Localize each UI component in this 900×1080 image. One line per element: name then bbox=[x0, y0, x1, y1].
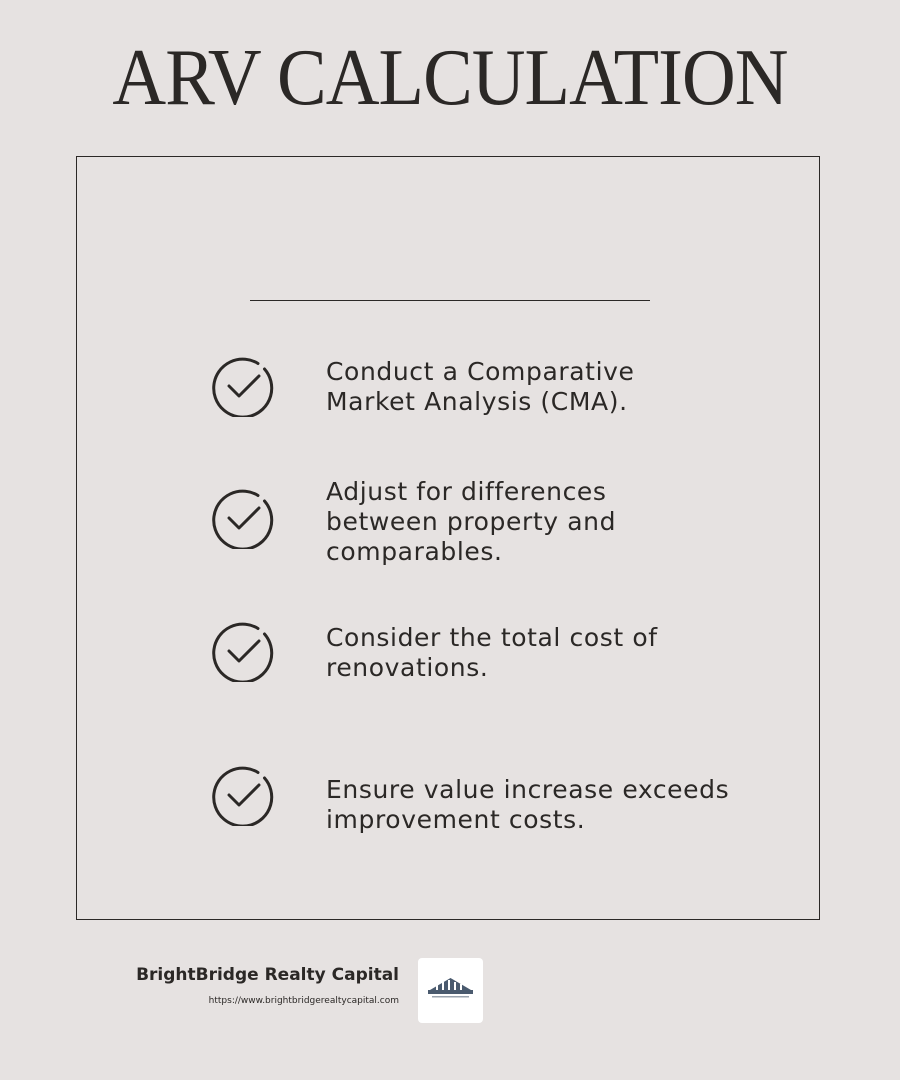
checklist-item-text: Consider the total cost of renovations. bbox=[326, 623, 658, 682]
check-circle-icon bbox=[212, 620, 274, 682]
checklist-item-text: Ensure value increase exceeds improvement costs. bbox=[326, 775, 730, 834]
company-name: BrightBridge Realty Capital bbox=[136, 965, 399, 985]
check-circle-icon bbox=[212, 487, 274, 549]
brightbridge-logo-icon bbox=[426, 976, 475, 1004]
check-circle-icon bbox=[212, 355, 274, 417]
page-title: ARV CALCULATION bbox=[112, 34, 788, 122]
check-circle-icon bbox=[212, 764, 274, 826]
company-url[interactable]: https://www.brightbridgerealtycapital.com bbox=[208, 996, 399, 1006]
checklist-item-text: Adjust for differences between property and comparables. bbox=[326, 477, 617, 566]
company-logo bbox=[418, 958, 483, 1023]
divider-line bbox=[250, 300, 650, 301]
checklist-item-text: Conduct a Comparative Market Analysis (CMA). bbox=[326, 357, 635, 416]
